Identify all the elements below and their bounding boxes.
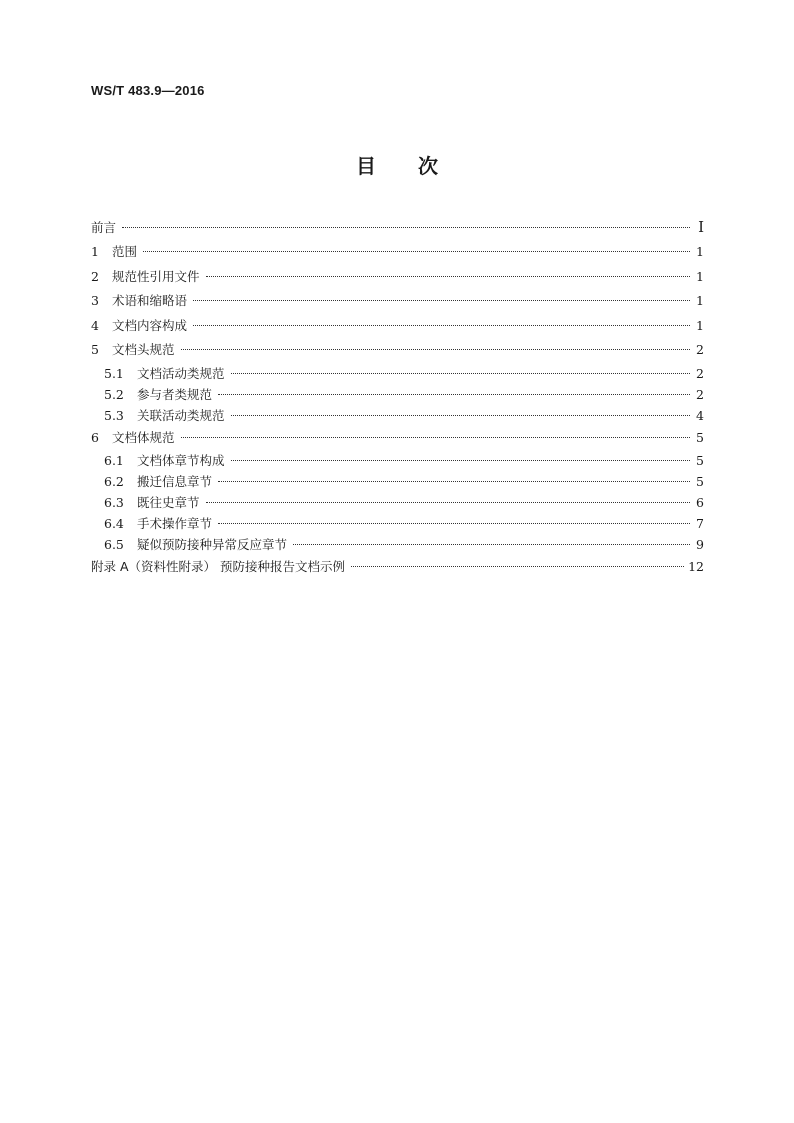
toc-entry-3[interactable] bbox=[91, 289, 704, 314]
toc-entry-6-1[interactable] bbox=[91, 450, 704, 471]
toc-title bbox=[0, 150, 794, 179]
toc-entry-page: 1 bbox=[696, 268, 704, 284]
toc-entry-number: 2 bbox=[91, 268, 99, 284]
toc-entry-page: 9 bbox=[696, 537, 704, 552]
dot-leader bbox=[293, 544, 690, 545]
toc-entry-title: 文档活动类规范 bbox=[137, 365, 225, 381]
toc-entry-number: 5.2 bbox=[104, 386, 124, 402]
toc-entry-title: 术语和缩略语 bbox=[112, 293, 188, 308]
dot-leader bbox=[218, 394, 690, 395]
dot-leader bbox=[193, 300, 690, 301]
toc-entry-number: 4 bbox=[91, 317, 99, 333]
toc-entry-number: 3 bbox=[91, 293, 99, 308]
dot-leader bbox=[193, 325, 690, 326]
toc-entry-number: 6 bbox=[91, 429, 99, 445]
toc-entry-page: 5 bbox=[696, 474, 704, 489]
dot-leader bbox=[181, 437, 690, 438]
toc-entry-title: 文档体章节构成 bbox=[137, 453, 225, 468]
toc-entry-2[interactable] bbox=[91, 265, 704, 290]
toc-entry-5-3[interactable] bbox=[91, 405, 704, 426]
toc-entry-5-1[interactable] bbox=[91, 363, 704, 384]
toc-entry-title: 文档头规范 bbox=[112, 342, 175, 357]
dot-leader bbox=[231, 373, 690, 374]
dot-leader bbox=[218, 523, 690, 524]
toc-entry-title: 规范性引用文件 bbox=[112, 268, 200, 284]
dot-leader bbox=[351, 566, 684, 567]
dot-leader bbox=[231, 415, 690, 416]
dot-leader bbox=[122, 227, 690, 228]
toc-entry-page: 2 bbox=[696, 365, 704, 381]
toc-entry-number: 5 bbox=[91, 342, 99, 357]
standard-code: WS/T 483.9—2016 bbox=[91, 83, 205, 98]
toc-entry-page: 1 bbox=[696, 244, 704, 259]
dot-leader bbox=[218, 481, 690, 482]
toc-entry-6-4[interactable] bbox=[91, 513, 704, 534]
toc-entry-page: 5 bbox=[696, 429, 704, 445]
toc-entry-6-2[interactable] bbox=[91, 471, 704, 492]
toc-entry-number: 1 bbox=[91, 244, 99, 259]
toc-entry-page: 4 bbox=[696, 407, 704, 423]
toc-entry-number: 5.1 bbox=[104, 365, 124, 381]
toc-entry-title: 前言 bbox=[91, 220, 117, 235]
toc-entry-page: 5 bbox=[696, 453, 704, 468]
toc-entry-title: 参与者类规范 bbox=[137, 386, 213, 402]
toc-entry-number: 6.5 bbox=[104, 537, 124, 552]
toc-entry-title: 疑似预防接种异常反应章节 bbox=[137, 537, 288, 552]
toc-entry-6[interactable] bbox=[91, 426, 704, 451]
toc-entry-page: 1 bbox=[696, 317, 704, 333]
dot-leader bbox=[231, 460, 690, 461]
toc-entry-4[interactable] bbox=[91, 314, 704, 339]
toc-entry-number: 6.3 bbox=[104, 495, 124, 510]
toc-entry-title: 手术操作章节 bbox=[137, 516, 213, 531]
toc-entry-page: 2 bbox=[696, 342, 704, 357]
toc-entry-page: 6 bbox=[696, 495, 704, 510]
toc-entry-1[interactable] bbox=[91, 240, 704, 265]
toc-entry-number: 6.2 bbox=[104, 474, 124, 489]
toc-entry-page: 12 bbox=[688, 559, 704, 574]
toc-entry-foreword[interactable] bbox=[91, 216, 704, 240]
toc-entry-title: 既往史章节 bbox=[137, 495, 200, 510]
dot-leader bbox=[206, 276, 690, 277]
toc-entry-page: 7 bbox=[696, 516, 704, 531]
toc-entry-title: 文档体规范 bbox=[112, 429, 175, 445]
toc-title-part2: 次 bbox=[418, 154, 438, 178]
toc-title-part1: 目 bbox=[356, 154, 376, 178]
toc-entry-number: 5.3 bbox=[104, 407, 124, 423]
toc-entry-number: 6.4 bbox=[104, 516, 124, 531]
toc-entry-6-5[interactable] bbox=[91, 534, 704, 555]
toc-entry-appendix-a[interactable] bbox=[91, 555, 704, 580]
toc-entry-title: 范围 bbox=[112, 244, 138, 259]
dot-leader bbox=[181, 349, 690, 350]
toc-entry-page: 2 bbox=[696, 386, 704, 402]
toc-entry-title: 搬迁信息章节 bbox=[137, 474, 213, 489]
toc-entry-5[interactable] bbox=[91, 338, 704, 363]
toc-entry-title: 关联活动类规范 bbox=[137, 407, 225, 423]
toc-entry-page: 1 bbox=[696, 293, 704, 308]
toc-entry-page: Ⅰ bbox=[698, 218, 704, 236]
table-of-contents bbox=[91, 216, 704, 580]
toc-entry-number: 6.1 bbox=[104, 453, 124, 468]
toc-entry-5-2[interactable] bbox=[91, 384, 704, 405]
toc-entry-title: 文档内容构成 bbox=[112, 317, 188, 333]
dot-leader bbox=[206, 502, 690, 503]
toc-entry-title: 附录 A（资料性附录） 预防接种报告文档示例 bbox=[91, 559, 345, 574]
toc-entry-6-3[interactable] bbox=[91, 492, 704, 513]
dot-leader bbox=[143, 251, 690, 252]
